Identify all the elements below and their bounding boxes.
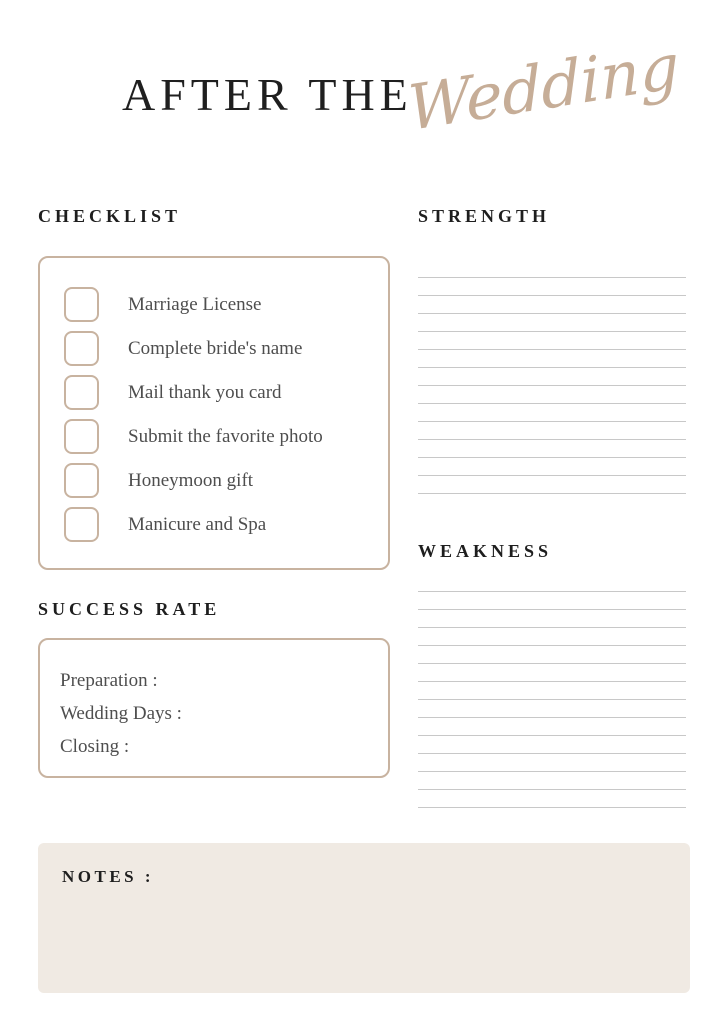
ruled-line xyxy=(418,296,686,314)
ruled-line xyxy=(418,574,686,592)
ruled-line xyxy=(418,592,686,610)
ruled-line xyxy=(418,772,686,790)
success-field-preparation: Preparation : xyxy=(60,670,158,691)
checklist-row xyxy=(64,419,378,454)
ruled-line xyxy=(418,700,686,718)
checklist-heading: CHECKLIST xyxy=(38,206,182,226)
ruled-line xyxy=(418,664,686,682)
ruled-line xyxy=(418,736,686,754)
strength-ruled-lines xyxy=(418,260,686,494)
ruled-line xyxy=(418,260,686,278)
ruled-line xyxy=(418,610,686,628)
checklist-row xyxy=(64,375,378,410)
page-title: AFTER THE xyxy=(122,69,413,120)
ruled-line xyxy=(418,422,686,440)
ruled-line xyxy=(418,350,686,368)
checklist-item-label: Mail thank you card xyxy=(128,381,282,403)
checkbox-complete-brides-name[interactable] xyxy=(64,331,99,366)
ruled-line xyxy=(418,682,686,700)
ruled-line xyxy=(418,718,686,736)
ruled-line xyxy=(418,278,686,296)
success-field-closing: Closing : xyxy=(60,736,130,757)
ruled-line xyxy=(418,332,686,350)
notes-box xyxy=(38,843,690,993)
checklist-item-label: Submit the favorite photo xyxy=(128,425,323,447)
page-header xyxy=(0,0,724,205)
weakness-ruled-lines xyxy=(418,574,686,808)
checkbox-mail-thank-you-card[interactable] xyxy=(64,375,99,410)
success-field-wedding-days: Wedding Days : xyxy=(60,703,182,724)
checkbox-manicure-and-spa[interactable] xyxy=(64,507,99,542)
success-rate-heading: SUCCESS RATE xyxy=(38,599,221,619)
ruled-line xyxy=(418,386,686,404)
right-column xyxy=(418,205,686,808)
ruled-line xyxy=(418,440,686,458)
ruled-line xyxy=(418,628,686,646)
checklist-row xyxy=(64,463,378,498)
checkbox-honeymoon-gift[interactable] xyxy=(64,463,99,498)
checklist-item-label: Marriage License xyxy=(128,293,262,315)
checklist-row xyxy=(64,287,378,322)
checklist-item-label: Honeymoon gift xyxy=(128,469,254,491)
ruled-line xyxy=(418,790,686,808)
checklist-row xyxy=(64,507,378,542)
checkbox-submit-favorite-photo[interactable] xyxy=(64,419,99,454)
checkbox-marriage-license[interactable] xyxy=(64,287,99,322)
notes-heading: NOTES : xyxy=(62,867,155,886)
success-rate-box xyxy=(38,638,390,778)
strength-heading: STRENGTH xyxy=(418,206,551,226)
ruled-line xyxy=(418,476,686,494)
content-columns xyxy=(0,205,724,808)
ruled-line xyxy=(418,646,686,664)
checklist-box xyxy=(38,256,390,570)
checklist-item-label: Complete bride's name xyxy=(128,337,303,359)
ruled-line xyxy=(418,754,686,772)
left-column xyxy=(38,205,390,778)
checklist-row xyxy=(64,331,378,366)
ruled-line xyxy=(418,458,686,476)
ruled-line xyxy=(418,314,686,332)
ruled-line xyxy=(418,368,686,386)
weakness-heading: WEAKNESS xyxy=(418,541,553,561)
checklist-item-label: Manicure and Spa xyxy=(128,513,267,535)
ruled-line xyxy=(418,404,686,422)
page-title-script: Wedding xyxy=(406,28,681,146)
